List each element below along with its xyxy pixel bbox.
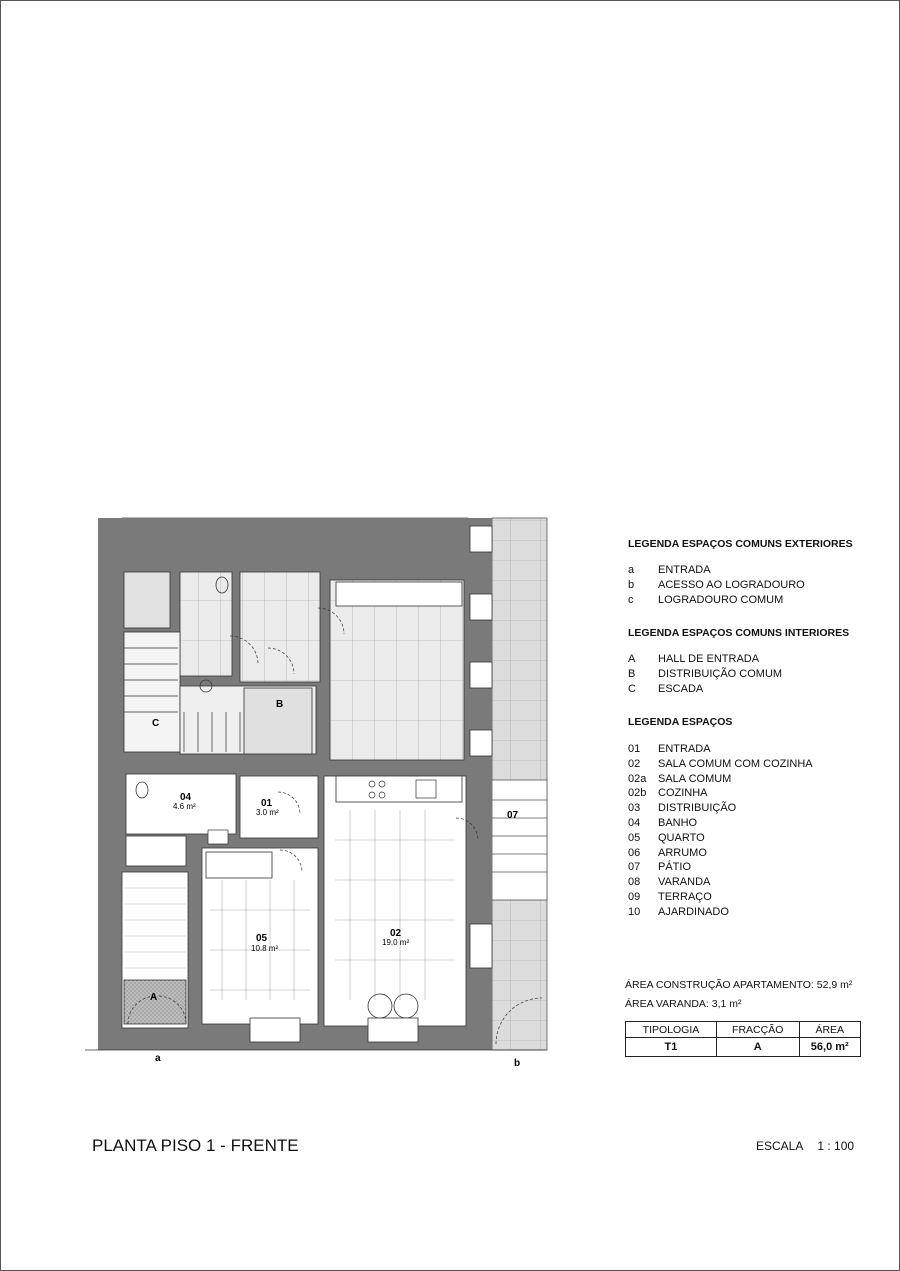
- legend-key: 01: [628, 743, 641, 755]
- plan-title: PLANTA PISO 1 - FRENTE: [92, 1136, 299, 1155]
- legend-spaces-title: LEGENDA ESPAÇOS: [628, 716, 733, 728]
- legend-label: ARRUMO: [658, 846, 707, 859]
- legend-item: [628, 772, 888, 787]
- legend-label: HALL DE ENTRADA: [658, 653, 760, 665]
- label-room-07: 07: [507, 810, 519, 821]
- legend-item: [628, 860, 888, 875]
- legend-item: [628, 757, 888, 772]
- label-room-02-area: 19.0 m²: [382, 938, 410, 947]
- hall-upper: [240, 572, 320, 682]
- legend-label: ENTRADA: [658, 743, 711, 755]
- legend-label: QUARTO: [658, 831, 705, 844]
- legend-item: [628, 801, 888, 816]
- shower-upper: [124, 572, 170, 628]
- legend-key: c: [628, 593, 634, 606]
- basin-lower: [208, 830, 228, 844]
- scale-label: ESCALA: [756, 1139, 804, 1153]
- header-fraccao: FRACÇÃO: [716, 1022, 799, 1038]
- legend-item: [628, 667, 888, 682]
- scale: [756, 1139, 854, 1153]
- wardrobe: [206, 852, 272, 878]
- legend-exterior: [628, 538, 888, 607]
- legend-label: SALA COMUM: [658, 772, 732, 785]
- label-room-05-area: 10.8 m²: [251, 944, 279, 953]
- scale-value: 1 : 100: [817, 1139, 855, 1153]
- legend-item: [628, 890, 888, 905]
- legend-key: 06: [628, 846, 641, 859]
- room-upper: [330, 580, 464, 760]
- upper-wardrobe: [336, 582, 462, 606]
- label-common-c: C: [152, 718, 160, 729]
- room-02-living: [324, 776, 466, 1026]
- legend-key: B: [628, 667, 636, 680]
- label-room-01: 01: [261, 798, 273, 809]
- area-construction: ÁREA CONSTRUÇÃO APARTAMENTO: 52,9 m²: [625, 979, 853, 991]
- legend-key: 07: [628, 861, 641, 874]
- legend-label: TERRAÇO: [658, 890, 712, 903]
- legend-key: 08: [628, 876, 641, 889]
- stair-c: [124, 632, 180, 752]
- legend-item: [628, 786, 888, 801]
- info-table-row: [626, 1038, 861, 1057]
- patio-area: [492, 780, 547, 900]
- legend-key: C: [628, 682, 636, 695]
- kitchen-counter: [336, 776, 462, 802]
- legend-key: 05: [628, 831, 641, 844]
- legend-label: DISTRIBUIÇÃO COMUM: [658, 667, 783, 680]
- legend-key: b: [628, 578, 635, 591]
- legend-item: [628, 652, 888, 667]
- legend-item: [628, 563, 888, 578]
- label-room-05: 05: [256, 933, 268, 944]
- value-fraccao: A: [716, 1038, 799, 1057]
- bathroom-upper: [180, 572, 232, 676]
- legend-item: [628, 742, 888, 757]
- legend-label: PÁTIO: [658, 861, 692, 874]
- header-area: ÁREA: [799, 1022, 860, 1038]
- info-table: [625, 1021, 861, 1057]
- legend-item: [628, 831, 888, 846]
- legend-label: VARANDA: [658, 876, 711, 889]
- legend-key: 10: [628, 905, 641, 918]
- label-access-b: b: [514, 1058, 521, 1069]
- legend-item: [628, 905, 888, 920]
- common-distribution-b: [244, 688, 312, 754]
- legend-label: BANHO: [658, 816, 698, 829]
- area-balcony: ÁREA VARANDA: 3,1 m²: [625, 998, 742, 1010]
- legend-item: [628, 816, 888, 831]
- legend-key: A: [628, 653, 636, 665]
- legend-label: SALA COMUM COM COZINHA: [658, 757, 813, 770]
- legend-item: [628, 593, 888, 608]
- legend-interior: [628, 627, 888, 696]
- room-01-entry: [240, 776, 318, 838]
- info-table-header: [626, 1022, 861, 1038]
- legend-key: 09: [628, 890, 641, 903]
- legend-spaces: [628, 716, 888, 920]
- label-room-01-area: 3.0 m²: [256, 808, 279, 817]
- shower-lower: [126, 836, 186, 866]
- label-access-a: a: [155, 1053, 161, 1064]
- label-room-04-area: 4.6 m²: [173, 802, 196, 811]
- legend-interior-title: LEGENDA ESPAÇOS COMUNS INTERIORES: [628, 627, 850, 639]
- value-tipologia: T1: [626, 1038, 717, 1057]
- value-area: 56,0 m²: [799, 1038, 860, 1057]
- legend-key: a: [628, 564, 635, 576]
- legend-label: LOGRADOURO COMUM: [658, 593, 784, 606]
- legend-item: [628, 875, 888, 890]
- legend-label: ACESSO AO LOGRADOURO: [658, 578, 805, 591]
- legend-label: COZINHA: [658, 787, 708, 800]
- label-common-b: B: [276, 699, 284, 710]
- legend-item: [628, 846, 888, 861]
- legend-label: DISTRIBUIÇÃO: [658, 802, 737, 815]
- legend-item: [628, 682, 888, 697]
- legend-key: 04: [628, 816, 641, 829]
- legend-label: ENTRADA: [658, 564, 711, 576]
- header-tipologia: TIPOLOGIA: [626, 1022, 717, 1038]
- label-common-a: A: [150, 992, 158, 1003]
- legend-key: 02: [628, 757, 641, 770]
- legend-exterior-title: LEGENDA ESPAÇOS COMUNS EXTERIORES: [628, 538, 853, 550]
- legend-label: AJARDINADO: [658, 905, 729, 918]
- legend-key: 03: [628, 802, 641, 815]
- legend-key: 02b: [628, 787, 647, 800]
- label-room-04: 04: [180, 792, 192, 803]
- legend-label: ESCADA: [658, 682, 704, 695]
- legend-item: [628, 578, 888, 593]
- label-room-02: 02: [390, 928, 402, 939]
- legend-key: 02a: [628, 772, 647, 785]
